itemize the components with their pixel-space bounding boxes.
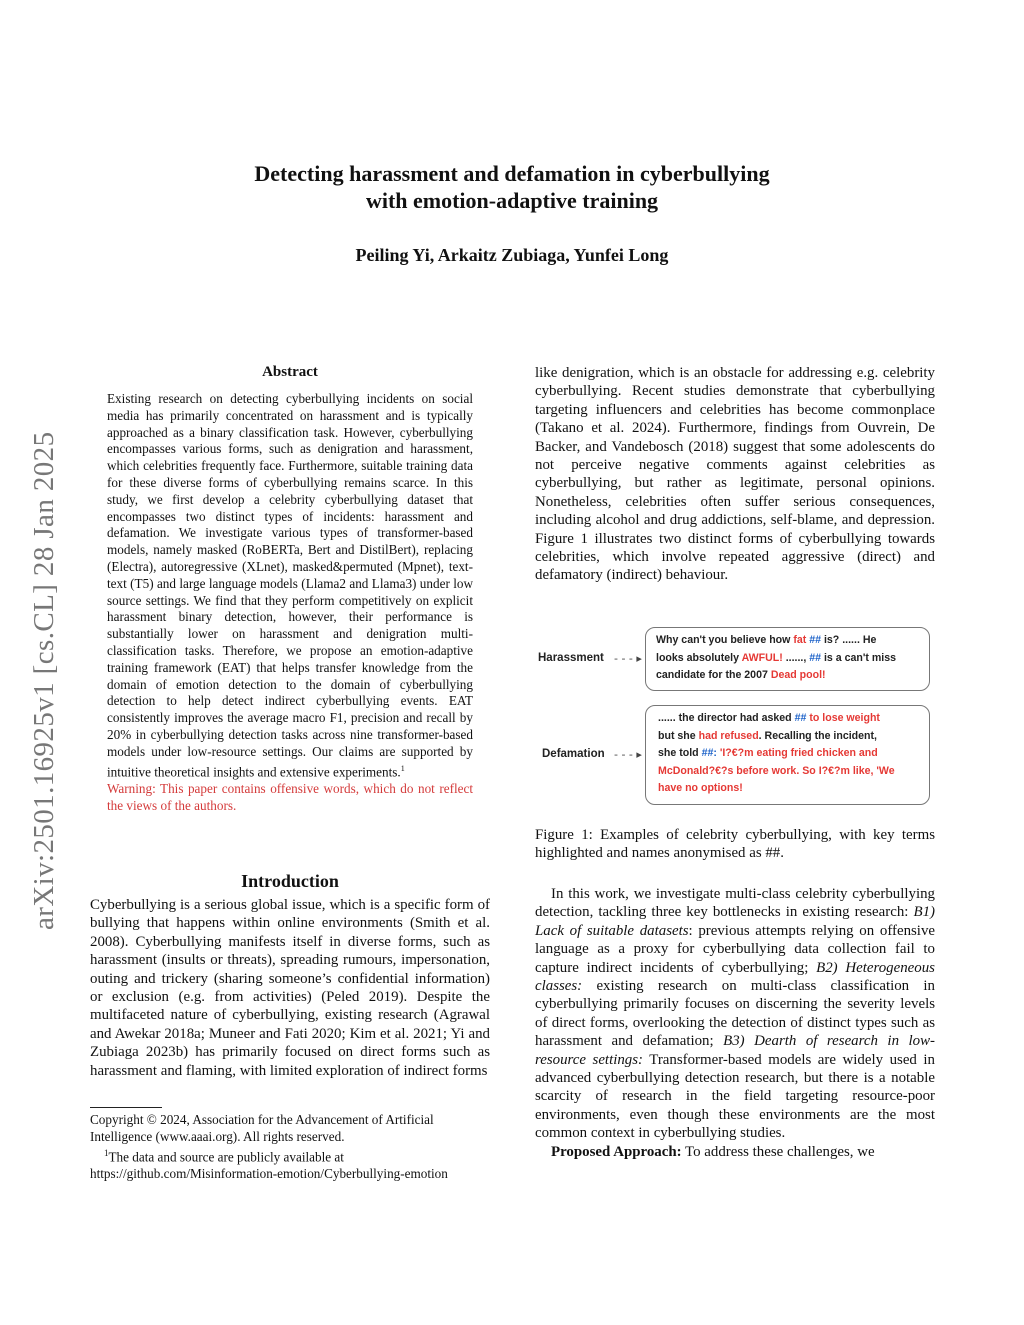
abstract-text: Existing research on detecting cyberbullying incidents on social media has primarily concentrated on harassment and is typically approached as a binary classification task. However, cyberbullying encompasses various forms, such as denigration and harassment, which celebrities frequently face. Furthermore, suitable training data for these diverse forms of cyberbullying remains scarce. In this study, we first develop a celebrity cyberbullying dataset that encompasses two distinct types of incidents: harassment and defamation. We investigate various types of transformer-based models, namely masked (RoBERTa, Bert and DistilBert), replacing (Electra), autoregressive (XLnet), masked&permuted (Mpnet), text-text (T5) and large language models (Llama2 and Llama3) under low source settings. We find that they perform competitively on explicit harassment binary detection, however, their performance is substantially lower on harassment and denigration multi-classification tasks. Therefore, we propose an emotion-adaptive training framework (EAT) that helps transfer knowledge from the domain of emotion detection to the domain of cyberbullying detection to help detect indirect cyberbullying events. EAT consistently improves the average macro F1, precision and recall by 20% in cyberbullying detection tasks across nine transformer-based models under low-resource settings. Our claims are supported by intuitive theoretical insights and extensive experiments. [107,391,473,779]
footnote-1-text: The data and source are publicly available at https://github.com/Misinformation-emotion/Cyberbullying-emotion [90,1149,448,1182]
introduction-heading: Introduction [241,871,339,891]
copyright-note: Copyright © 2024, Association for the Advancement of Artificial Intelligence (www.aaai.org). All rights reserved. [90,1112,434,1144]
arxiv-sidebar-id: arXiv:2501.16925v1 [cs.CL] 28 Jan 2025 [28,431,60,930]
harassment-label: Harassment [538,652,604,664]
harassment-arrow-icon: - - - ▸ [614,652,642,665]
b3-label: B3) Dearth of research in low-resource settings: [535,1033,935,1068]
title-line-2: with emotion-adaptive training [365,188,659,213]
introduction-body: Cyberbullying is a serious global issue, which is a specific form of bullying that happens within online environments (Smith et al. 2008). Cyberbullying manifests itself in diverse forms, such as harassment (insults or threats), spreading rumours, impersonation, outing and trickery (sharing someone’s confidential information) or exclusion (e.g. from activities) (Peled 2019). Despite the multifaceted nature of cyberbullying, existing research (Agrawal and Awekar 2018a; Muneer and Fati 2020; Kim et al. 2021; Yi and Zubiaga 2023b) has primarily focused on direct forms such as harassment and flaming, with limited exploration of indirect forms [90,897,490,1079]
b2-label: B2) Heterogeneous classes: [535,959,935,995]
proposed-approach-label: Proposed Approach: [551,1143,682,1160]
harassment-example-bubble [645,627,930,691]
defamation-line-4: McDonald?€?s before work. So I?€?m like, 'We [658,764,895,777]
bottlenecks-paragraph: In this work, we investigate multi-class celebrity cyberbullying detection, tackling three key bottlenecks in existing research: B1) Lack of suitable datasets: previous attempts relying on offensive language as a proxy for cyberbullying data collection fail to capture indirect incidents of cyberbullying; B2) Heterogeneous classes: existing research on multi-class classification in cyberbullying primarily focuses on discerning the severity levels of direct forms, overlooking the detection of distinct types such as harassment and defamation; B3) Dearth of research in low-resource settings: Transformer-based models are widely used in advanced cyberbullying detection research, but there is a notable scarcity of research in the field targeting resource-poor environments, even though these environments are the most common context in cyberbullying studies. [535,886,936,1142]
paper-title [0,160,1024,214]
footnotes [90,1112,490,1183]
harassment-line-2: looks absolutely AWFUL! ......, ## is a can't miss [656,651,896,664]
footnote-mark: 1 [400,763,405,773]
title-line-1: Detecting harassment and defamation in cyberbullying [254,161,770,186]
defamation-arrow-icon: - - - ▸ [614,748,642,761]
abstract-heading: Abstract [262,364,318,380]
defamation-label: Defamation [542,748,605,760]
footnote-1 [90,1145,490,1183]
defamation-line-3: she told ##: 'I?€?m eating fried chicken and [658,747,878,760]
b1-label: B1) Lack of suitable datasets [535,904,935,939]
defamation-example-bubble [645,705,930,805]
proposed-approach-paragraph: Proposed Approach: To address these challenges, we [551,1143,875,1160]
figure-1-caption: Figure 1: Examples of celebrity cyberbullying, with key terms highlighted and names anonymised as ##. [535,827,935,862]
footnote-divider [90,1107,162,1108]
defamation-line-1: ...... the director had asked ## to lose weight [658,712,880,724]
defamation-line-2: but she had refused. Recalling the incident, [658,729,877,742]
offensive-warning: Warning: This paper contains offensive words, which do not reflect the views of the authors. [107,780,473,813]
right-column-body [535,885,935,1161]
abstract-body [107,391,473,814]
defamation-line-5: have no options! [658,782,743,795]
harassment-line-1: Why can't you believe how fat ## is? ...... He [656,634,877,646]
harassment-line-3: candidate for the 2007 Dead pool! [656,669,826,682]
figure-1 [535,622,935,812]
right-column-paragraph: like denigration, which is an obstacle for addressing e.g. celebrity cyberbullying. Recent studies demonstrate that cyberbullying targeting influencers and celebrities has become commonplace (Takano et al. 2024). Furthermore, findings from Ouvrein, De Backer, and Vandebosch (2018) suggest that some adolescents do not perceive negative comments against celebrities as cyberbullying, but rather as legitimate, personal opinions. Nonetheless, celebrities often suffer serious consequences, including alcohol and drug addictions, self-blame, and depression. Figure 1 illustrates two distinct forms of cyberbullying towards celebrities, which involve repeated aggressive (direct) and defamatory (indirect) behaviour. [535,365,935,584]
authors: Peiling Yi, Arkaitz Zubiaga, Yunfei Long [355,245,669,265]
footnote-1-mark: 1 [104,1148,109,1159]
